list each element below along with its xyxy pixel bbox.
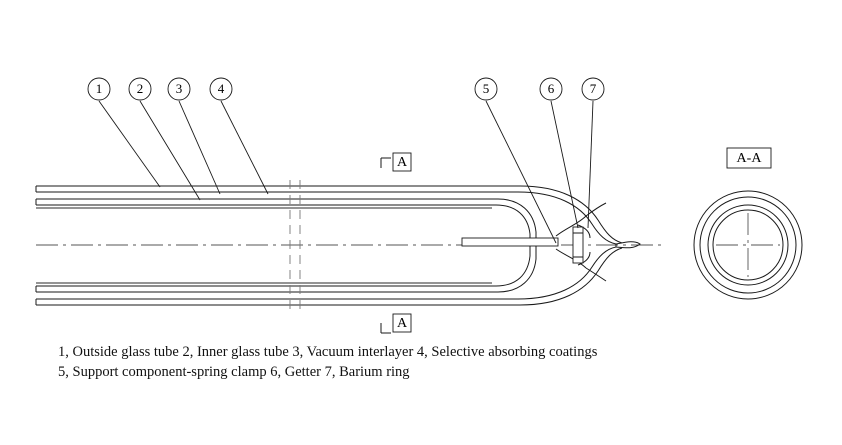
caption-line-2: 5, Support component-spring clamp 6, Getter 7, Barium ring	[58, 364, 410, 380]
callout-6-leader	[551, 101, 578, 228]
figure-caption	[58, 342, 758, 382]
callout-3-leader	[179, 101, 220, 194]
outside-tube-inner-bottom	[36, 247, 616, 299]
callout-5-label: 5	[482, 80, 490, 96]
section-outer-tube-inner-circle	[700, 197, 796, 293]
caption-line-1: 1, Outside glass tube 2, Inner glass tube 3, Vacuum interlayer 4, Selective absorbing coatings	[58, 344, 598, 360]
outside-tube-outer-top	[36, 186, 622, 243]
callout-2-label: 2	[136, 80, 144, 96]
callout-4-label: 4	[217, 80, 225, 96]
inner-tube-bottom	[36, 245, 536, 292]
section-label-top-text: A	[396, 155, 408, 171]
section-view-label-text: A-A	[736, 151, 762, 167]
callout-6-label: 6	[547, 80, 555, 96]
inner-tube-bottom-inner	[36, 245, 530, 286]
callout-3-label: 3	[175, 80, 183, 96]
inner-tube-top	[36, 199, 536, 245]
outside-tube-outer-bottom	[36, 248, 622, 305]
clamp-tip-lower	[586, 268, 606, 281]
inner-tube-top-inner	[36, 205, 530, 245]
callout-2-leader	[140, 101, 200, 200]
support-spring-clamp-shaft	[462, 238, 558, 246]
section-outer-tube-outer-circle	[694, 191, 802, 299]
outside-tube-inner-top	[36, 192, 616, 244]
callout-1-label: 1	[95, 80, 103, 96]
callout-1-leader	[99, 101, 160, 187]
callout-7-leader	[588, 101, 593, 228]
callout-4-leader	[221, 101, 268, 194]
getter-body	[573, 227, 583, 263]
section-label-bottom-text: A	[396, 316, 408, 332]
callout-7-label: 7	[589, 80, 597, 96]
callout-5-leader	[486, 101, 556, 243]
